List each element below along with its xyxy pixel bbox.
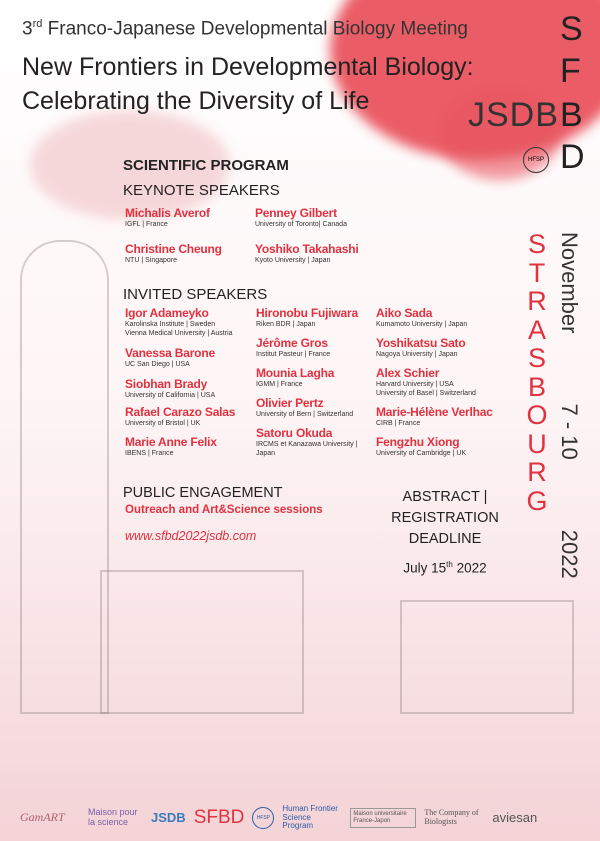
hfsp-program-logo: Human Frontier Science Program <box>282 803 338 831</box>
cathedral-illustration <box>20 240 109 714</box>
gamart-logo: GamART <box>20 810 65 825</box>
speaker: Jérôme Gros Institut Pasteur | France <box>256 336 331 358</box>
supertitle: 3rd Franco-Japanese Developmental Biology Meeting <box>22 18 468 40</box>
speaker: Fengzhu Xiong University of Cambridge | UK <box>376 435 467 457</box>
sfbd-letter: F <box>560 52 581 90</box>
speaker: Marie Anne Felix IBENS | France <box>125 435 217 457</box>
speaker: Satoru Okuda IRCMS et Kanazawa University | Japan <box>256 426 358 457</box>
sfbd-letter: S <box>560 10 583 48</box>
program-title: SCIENTIFIC PROGRAM <box>123 157 289 174</box>
invited-title: INVITED SPEAKERS <box>123 286 268 303</box>
building-illustration <box>400 600 574 714</box>
sfbd-letter: B <box>560 96 583 134</box>
website-link[interactable]: www.sfbd2022jsdb.com <box>125 529 257 543</box>
speaker: Rafael Carazo Salas University of Bristol | UK <box>125 405 236 427</box>
engagement-title: PUBLIC ENGAGEMENT <box>123 485 283 501</box>
jsdb-small-logo: JSDB <box>151 809 186 825</box>
speaker: Aiko Sada Kumamoto University | Japan <box>376 306 468 328</box>
company-biologists-logo: The Company of Biologists <box>424 808 479 826</box>
city-vertical: S T R A S B O U R G <box>526 229 548 516</box>
speaker: Siobhan Brady University of California | USA <box>125 377 216 399</box>
jsdb-logo: JSDB <box>468 96 559 134</box>
event-date: November7 - 102022 <box>557 232 582 579</box>
engagement-subtitle: Outreach and Art&Science sessions <box>125 504 323 516</box>
sfbd-logo: SFBD <box>193 806 245 828</box>
speaker: Marie-Hélène Verlhac CIRB | France <box>376 405 493 427</box>
building-illustration <box>100 570 304 714</box>
sponsor-logos <box>0 795 600 841</box>
hfsp-logo: HFSP <box>523 147 549 173</box>
speaker: Mounia Lagha IGMM | France <box>256 366 335 388</box>
main-title: New Frontiers in Developmental Biology: Celebrating the Diversity of Life <box>22 53 474 115</box>
speaker: Alex Schier Harvard University | USA University of Basel | Switzerland <box>376 366 476 397</box>
speaker: Penney Gilbert University of Toronto| Canada <box>255 206 347 228</box>
speaker: Yoshiko Takahashi Kyoto University | Japan <box>255 242 359 264</box>
keynote-title: KEYNOTE SPEAKERS <box>123 182 280 199</box>
mfj-logo: Maison universitaire France-Japon <box>350 808 416 827</box>
sfbd-letter: D <box>560 138 585 176</box>
speaker: Yoshikatsu Sato Nagoya University | Japan <box>376 336 466 358</box>
speaker: Olivier Pertz University of Bern | Switzerland <box>256 396 354 418</box>
speaker: Hironobu Fujiwara Riken BDR | Japan <box>256 306 358 328</box>
speaker: Igor Adameyko Karolinska Institute | Sweden Vienna Medical University | Austria <box>125 306 233 337</box>
speaker: Christine Cheung NTU | Singapore <box>125 242 222 264</box>
aviesan-logo: aviesan <box>492 809 538 825</box>
speaker: Michalis Averof IGFL | France <box>125 206 210 228</box>
deadline-block: ABSTRACT | REGISTRATION DEADLINE July 15th 2022 <box>391 489 499 576</box>
hfsp-small-logo: HFSP <box>252 807 274 829</box>
speaker: Vanessa Barone UC San Diego | USA <box>125 346 215 368</box>
maison-science-logo: Maison pour la science <box>88 807 138 827</box>
